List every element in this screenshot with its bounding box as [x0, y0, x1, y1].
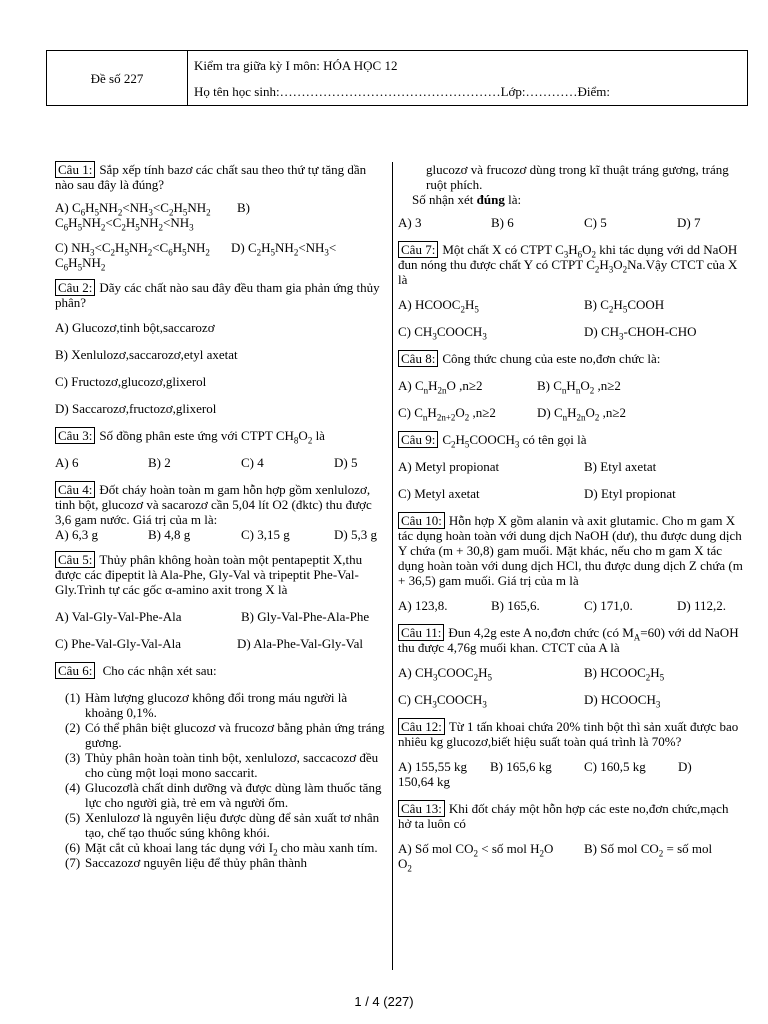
question-6-continued: glucozơ và frucozơ dùng trong kĩ thuật tráng gương, tráng ruột phích. — [426, 162, 729, 192]
answer-row — [55, 240, 385, 258]
answer-row — [398, 459, 743, 474]
answer-d-label: D) — [678, 759, 692, 774]
answer-row — [55, 636, 385, 651]
answer-b: B) 2 — [148, 455, 171, 470]
answer-b-cont: $O_2$ — [398, 856, 412, 874]
question-label: Câu 6: — [55, 662, 95, 679]
answer-d-cont: $C_6H_5NH_2$ — [55, 255, 106, 273]
answer-b-label: B) — [237, 200, 250, 215]
answer-b: B) Gly-Val-Phe-Ala-Phe — [241, 609, 370, 624]
question-1 — [55, 162, 385, 273]
left-column — [55, 162, 385, 870]
question-11 — [398, 625, 743, 710]
right-column — [398, 162, 743, 874]
student-info-line: Họ tên học sinh:……………………………………………Lớp:…………Điểm: — [194, 84, 610, 99]
column-divider — [392, 162, 393, 970]
answer-row — [55, 609, 385, 624]
answer-b: B) Xenlulozơ,saccarozơ,etyl axetat — [55, 347, 238, 362]
answer-b: B) 165,6 kg — [490, 759, 552, 774]
answer-d: D) $HCOOCH_3$ — [584, 692, 661, 710]
question-text: $C_2H_5COOCH_3$ có tên gọi là — [442, 432, 587, 450]
question-12 — [398, 719, 743, 789]
question-label: Câu 9: — [398, 431, 438, 448]
question-text: Một chất X có CTPT $C_3H_6O_2$ khi tác dụng với dd NaOH đun nóng thu được chất Y có CTPT $C_2H_3O_2Na.Vậy$ CTCT của X là — [398, 242, 738, 287]
answer-a: A) Metyl propionat — [398, 459, 500, 474]
answer-a: A) $HCOOC_2H_5$ — [398, 297, 479, 315]
question-label: Câu 4: — [55, 481, 95, 498]
answer-b: B) Số mol $CO_2$ = số mol — [584, 841, 713, 859]
answer-a: A) Val-Gly-Val-Phe-Ala — [55, 609, 182, 624]
question-text: Đun 4,2g este A no,đơn chức (có $M_A=60$) với dd NaOH thu được 4,76g muối khan. CTCT của A là — [398, 625, 739, 655]
answer-d: D) 5,3 g — [334, 527, 377, 542]
answer-d: D) 5 — [334, 455, 358, 470]
answer-row — [398, 324, 743, 342]
answer-row — [398, 405, 743, 423]
answer-row — [398, 841, 743, 859]
question-9 — [398, 432, 743, 501]
answer-b: B) $HCOOC_2H_5$ — [584, 665, 665, 683]
list-item: (3) Thủy phân hoàn toàn tinh bột, xenlulozơ, saccacozơ đều cho cùng một loại mono saccarit. — [65, 750, 379, 780]
answer-row — [398, 378, 743, 396]
answer-d: D) $CH_3-CHOH$-CHO — [584, 324, 697, 342]
question-text: Dãy các chất nào sau đây đều tham gia phản ứng thủy phân? — [55, 280, 380, 310]
answer-a: A) $C_6H_5NH_2<NH_3<C_2H_5NH_2$ — [55, 200, 211, 218]
answer-c: C) Fructozơ,glucozơ,glixerol — [55, 374, 207, 389]
question-text: Thủy phân không hoàn toàn một pentapeptit X,thu được các đipeptit là Ala-Phe, Gly-Val và tripeptit Phe-Val-Gly.Trình tự các gốc α-amino axit trong X là — [55, 552, 363, 597]
answer-c: C) $NH_3<C_2H_5NH_2<C_6H_5NH_2$ — [55, 240, 210, 258]
answer-c: C) $CH_3COOCH_3$ — [398, 692, 487, 710]
answer-row — [398, 665, 743, 683]
question-text: Số đồng phân este ứng với CTPT $CH_8O_2$ là — [99, 428, 325, 446]
answer-row — [398, 486, 743, 501]
answer-row — [398, 598, 743, 613]
answer-d: D) Etyl propionat — [584, 486, 676, 501]
answer-a: A) 6,3 g — [55, 527, 98, 542]
answer-c: C) 4 — [241, 455, 264, 470]
question-text: Công thức chung của este no,đơn chức là: — [442, 351, 661, 366]
question-label: Câu 8: — [398, 350, 438, 367]
question-text: Cho các nhận xét sau: — [102, 663, 217, 678]
question-label: Câu 3: — [55, 427, 95, 444]
answer-d: D) $C_2H_5NH_2<NH_3<$ — [231, 240, 337, 258]
question-2 — [55, 280, 385, 416]
answer-d: 150,64 kg — [398, 774, 450, 789]
question-label: Câu 10: — [398, 512, 445, 529]
list-item: (4) Glucozơlà chất dinh dưỡng và được dùng làm thuốc tăng lực cho người già, trẻ em và người ốm. — [65, 780, 382, 810]
answer-d: D) $C_nH_{2n}O_2$ ,n≥2 — [537, 405, 627, 423]
answer-a: A) $C_nH_{2n}O$ ,n≥2 — [398, 378, 483, 396]
answer-d: D) 7 — [677, 215, 701, 230]
question-label: Câu 11: — [398, 624, 444, 641]
question-6-prompt: Số nhận xét đúng là: — [412, 192, 522, 207]
answer-d: D) 112,2. — [677, 598, 726, 613]
answer-row — [398, 215, 743, 230]
answer-row — [55, 455, 385, 470]
exam-header — [46, 50, 748, 106]
list-item: (2) Có thể phân biệt glucozơ và frucozơ bằng phản ứng tráng gương. — [65, 720, 385, 750]
question-5 — [55, 552, 385, 651]
answer-a: A) Số mol $CO_2$ < số mol $H_2O$ — [398, 841, 554, 859]
answer-d: D) Saccarozơ,fructozơ,glixerol — [55, 401, 217, 416]
list-item: (7) Saccazozơ nguyên liệu để thủy phân thành — [65, 855, 308, 870]
exam-info — [188, 51, 747, 105]
answer-a: A) 6 — [55, 455, 79, 470]
answer-b: B) 6 — [491, 215, 514, 230]
answer-d: D) Ala-Phe-Val-Gly-Val — [237, 636, 363, 651]
question-text: Sắp xếp tính bazơ các chất sau theo thứ tự tăng dần nào sau đây là đúng? — [55, 162, 367, 192]
question-label: Câu 13: — [398, 800, 445, 817]
question-7 — [398, 242, 743, 342]
answer-b: B) $C_2H_5COOH$ — [584, 297, 665, 315]
answer-b: $C_6H_5NH_2<C_2H_5NH_2<NH_3$ — [55, 215, 194, 233]
answer-c: C) 3,15 g — [241, 527, 290, 542]
answer-a: A) 3 — [398, 215, 422, 230]
question-text: Hỗn hợp X gồm alanin và axit glutamic. Cho m gam X tác dụng hoàn toàn với dung dịch NaOH (dư), thu được dung dịch Y chứa (m + 30,8) gam muối. Mặt khác, nếu cho m gam X tác dụng hoàn toàn với dung dịch HCl, thu được dung dịch Z chứa (m + 36,5) gam muối. Giá trị của m là — [398, 513, 743, 588]
question-text: Từ 1 tấn khoai chứa 20% tinh bột thì sản xuất được bao nhiêu kg glucozơ,biết hiệu suất toàn quá trình là 70%? — [398, 719, 739, 749]
question-label: Câu 2: — [55, 279, 95, 296]
answer-c: C) 171,0. — [584, 598, 633, 613]
list-item: (5) Xenlulozơ là nguyên liệu được dùng để sản xuất tơ nhân tạo, chế tạo thuốc súng không khói. — [65, 810, 380, 840]
question-4 — [55, 482, 385, 542]
exam-code: Đề số 227 — [47, 51, 188, 105]
answer-row — [398, 297, 743, 315]
question-text: Đốt cháy hoàn toàn m gam hỗn hợp gồm xenlulozơ, tinh bột, glucozơ và sacarozơ cần 5,04 lít O2 (đktc) thu được 3,6 gam nước. Giá trị của m là: — [55, 482, 372, 527]
list-item: (1) Hàm lượng glucozơ không đổi trong máu người là khoảng 0,1%. — [65, 690, 348, 720]
answer-a: A) 155,55 kg — [398, 759, 467, 774]
question-text: Khi đốt cháy một hỗn hợp các este no,đơn chức,mạch hở ta luôn có — [398, 801, 729, 831]
answer-a: A) 123,8. — [398, 598, 448, 613]
answer-b: B) 165,6. — [491, 598, 540, 613]
question-6 — [55, 663, 385, 870]
answer-row — [55, 200, 385, 218]
question-label: Câu 5: — [55, 551, 95, 568]
question-label: Câu 12: — [398, 718, 445, 735]
answer-b: B) Etyl axetat — [584, 459, 657, 474]
list-item: (6) Mặt cắt củ khoai lang tác dụng với $I_2$ cho màu xanh tím. — [65, 840, 378, 858]
question-label: Câu 1: — [55, 161, 95, 178]
question-10 — [398, 513, 743, 613]
answer-row — [398, 759, 743, 774]
answer-a: A) Glucozơ,tinh bột,saccarozơ — [55, 320, 215, 335]
question-3 — [55, 428, 385, 470]
answer-b: B) $C_nH_nO_2$ ,n≥2 — [537, 378, 621, 396]
question-8 — [398, 351, 743, 423]
statement-list — [55, 690, 385, 870]
answer-c: C) $CH_3COOCH_3$ — [398, 324, 487, 342]
answer-c: C) 5 — [584, 215, 607, 230]
answer-c: C) $C_nH_{2n+2}O_2$ ,n≥2 — [398, 405, 496, 423]
question-13 — [398, 801, 743, 874]
exam-title: Kiểm tra giữa kỳ I môn: HÓA HỌC 12 — [194, 58, 398, 73]
answer-row — [398, 692, 743, 710]
answer-c: C) 160,5 kg — [584, 759, 646, 774]
answer-c: C) Metyl axetat — [398, 486, 480, 501]
question-label: Câu 7: — [398, 241, 438, 258]
page-number: 1 / 4 (227) — [354, 994, 414, 1009]
answer-c: C) Phe-Val-Gly-Val-Ala — [55, 636, 181, 651]
answer-b: B) 4,8 g — [148, 527, 191, 542]
answer-a: A) $CH_3COOC_2H_5$ — [398, 665, 493, 683]
answer-row — [55, 527, 385, 542]
